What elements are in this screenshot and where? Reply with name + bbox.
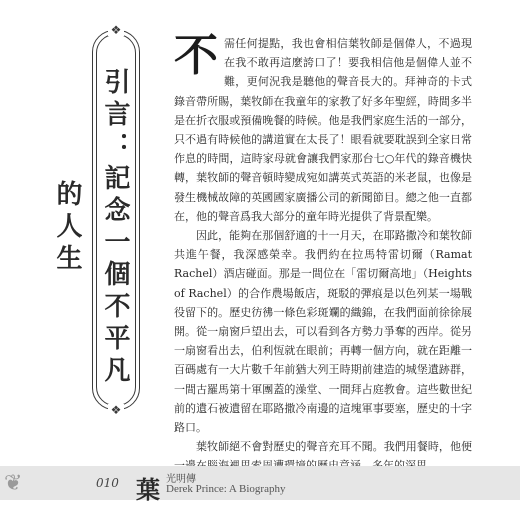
book-title-char: 葉: [136, 475, 160, 504]
paragraph-3: 葉牧師絕不會對歷史的聲音充耳不聞。我們用餐時，他便: [196, 440, 472, 454]
drop-cap: 不: [174, 30, 218, 81]
floral-ornament-icon: ❦: [4, 471, 23, 496]
paragraph-2: 因此，能夠在那個舒適的十一月天，在耶路撒冷和葉牧師共進午餐，我深感榮幸。我們約在拉馬特雷切爾（Ramat Rachel）酒店碰面。那是一間位在「雷切爾高地」（Heights of Rachel）的合作農場飯店，斑駁的彈痕是以色列某一場戰役留下的。歷史彷彿一條色彩斑斕的織錦，在我們面前徐徐展開。從一扇窗戶望出去，可以看到各方勢力爭奪的西岸。從另一扇窗看出去，伯利恆就在眼前；再轉一個方向，就在距離一百碼處有一大片數千年前猶大列王時期前建造的城堡遺跡群，一間古羅馬第十軍團蓋的澡堂、一間拜占庭教會。這些數世紀前的遺石被遺留在耶路撒冷南邊的這塊軍事要塞，歷史的十字路口。: [174, 229, 472, 435]
body-text: [174, 30, 472, 476]
book-title-subtitle: 光明傳: [166, 474, 196, 485]
book-title-english: Derek Prince: A Biography: [166, 483, 286, 495]
frame-ornament-top-icon: ❖: [108, 24, 124, 36]
page-number: 010: [96, 476, 119, 490]
chapter-title-frame: [52, 23, 140, 417]
paragraph-1: [174, 30, 472, 226]
chapter-title: 引言：記念一個不平凡的人生: [52, 68, 130, 388]
page-footer: [0, 466, 520, 504]
frame-ornament-bottom-icon: ❖: [108, 404, 124, 416]
paragraph-1-text: 需任何提點，我也會相信葉牧師是個偉人，不過現在我不敢再這麼誇口了！要我相信他是個偉人並不難，更何況我是聽他的聲音長大的。拜神奇的卡式錄音帶所賜，葉牧師在我童年的家教了好多年聖經，時間多半是在折衣服或預備晚餐的時候。他是我們家庭生活的一部分，只不過有時候他的講道實在太長了！眼看就要耽誤到全家日常作息的時間，這時家母就會讓我們家那台七○年代的錄音機快轉，葉牧師的聲音頓時變成宛如講英式英語的米老鼠，也像是發生機械故障的英國國家廣播公司的新聞節目。總之他一直都在，他的聲音爲我大部分的童年時光提供了背景配樂。: [174, 37, 472, 223]
